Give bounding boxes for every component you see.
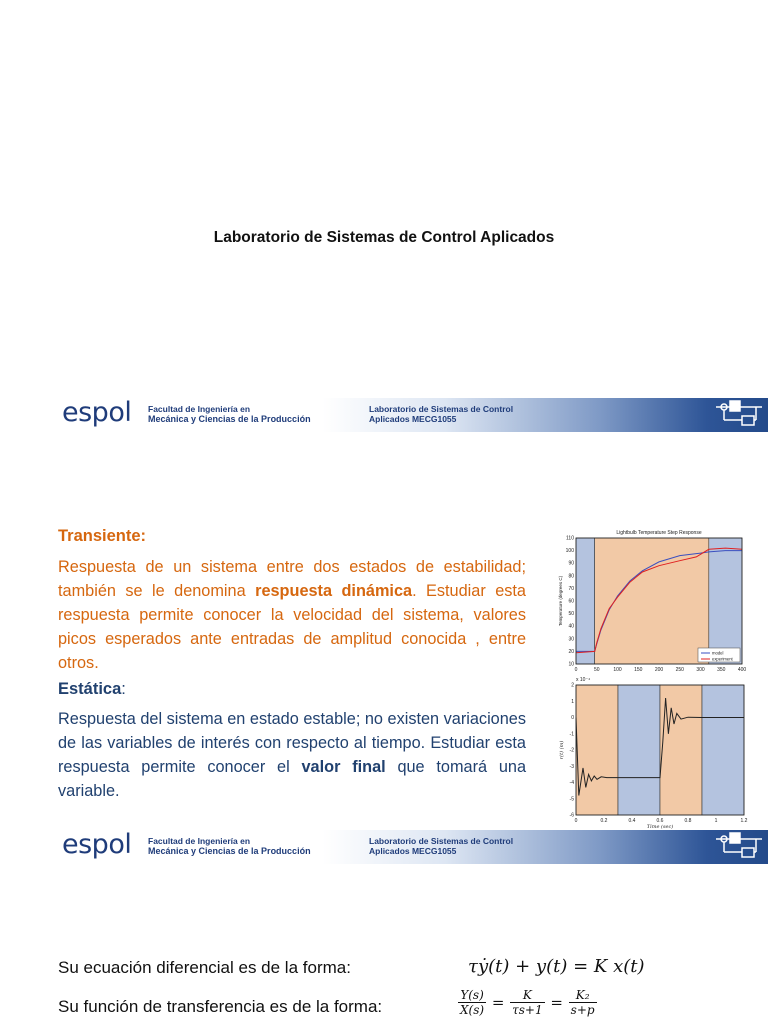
footer-banner (0, 830, 768, 864)
chart-region-0 (576, 538, 595, 664)
y-tick-label: 60 (568, 598, 574, 605)
x-tick-label: 50 (593, 667, 600, 673)
control-diagram-icon (712, 830, 768, 864)
tf-num-1: Y(s) (458, 988, 486, 1003)
y-tick-label: -4 (569, 780, 574, 786)
espol-logo: espol (62, 398, 132, 428)
transiente-text-2: . Estudiar esta respuesta permite conocer la velocidad del sistema, valores picos esperados ante entradas de amplitud conocida , entre otros. (58, 582, 526, 672)
faculty-line-1: Facultad de Ingeniería en (148, 404, 251, 414)
tf-equation (458, 988, 597, 1017)
x-tick-label: 350 (717, 667, 726, 673)
faculty-line-1: Facultad de Ingeniería en (148, 836, 251, 846)
transiente-bold: respuesta dinámica (255, 582, 413, 600)
estatica-heading-text: Estática (58, 680, 122, 698)
x-tick-label: 200 (654, 667, 664, 673)
tf-fraction-2 (510, 988, 545, 1017)
tf-den-3: s+p (570, 1003, 595, 1017)
y-tick-label: -3 (569, 763, 574, 770)
y-tick-label: 100 (565, 548, 574, 555)
equals-sign: = (550, 993, 563, 1012)
legend-label-1: experiment (712, 656, 733, 662)
estatica-text-1: Respuesta del sistema en estado estable; no existen variaciones de las variables de interés con respecto al tiempo. Estudiar esta respuesta permite conocer el (58, 710, 526, 776)
y-tick-label: -5 (569, 796, 574, 803)
x-tick-label: 0.2 (600, 818, 608, 824)
y-tick-label: -6 (569, 812, 574, 819)
x-tick-label: 0 (574, 667, 578, 673)
course-line-1: Laboratorio de Sistemas de Control (369, 404, 514, 414)
course-line-1: Laboratorio de Sistemas de Control (369, 836, 514, 846)
x-tick-label: 100 (613, 667, 622, 673)
exponent-label: x 10⁻⁴ (576, 677, 591, 683)
y-tick-label: 0 (571, 715, 574, 721)
x-tick-label: 400 (737, 667, 747, 673)
transiente-heading: Transiente: (58, 527, 147, 545)
estatica-bold: valor final (301, 758, 386, 776)
tf-fraction-3 (569, 988, 597, 1017)
y-tick-label: 40 (568, 623, 574, 630)
temperature-step-chart (556, 526, 750, 678)
y-tick-label: -2 (569, 747, 574, 754)
tf-label: Su función de transferencia es de la forma: (58, 997, 383, 1016)
tf-den-1: X(s) (460, 1003, 485, 1017)
chart-title: Lightbulb Temperature Step Response (616, 530, 702, 536)
y-tick-label: 90 (568, 560, 574, 567)
tf-fraction-1 (458, 988, 486, 1017)
chart-region-2 (709, 538, 742, 664)
tf-den-2: τs+1 (512, 1003, 543, 1017)
control-diagram-icon (712, 398, 768, 432)
document-title: Laboratorio de Sistemas de Control Aplicados (213, 229, 555, 246)
estatica-heading (58, 680, 126, 699)
estatica-colon: : (121, 680, 126, 698)
y-axis-label: r(t) (m) (559, 740, 565, 760)
x-axis-label: Time (sec) (646, 824, 674, 830)
ode-label: Su ecuación diferencial es de la forma: (58, 958, 351, 977)
equals-sign: = (491, 993, 505, 1012)
tf-num-2: K (510, 988, 545, 1003)
faculty-line-2: Mecánica y Ciencias de la Producción (148, 846, 311, 856)
x-tick-label: 0.8 (684, 818, 692, 824)
y-tick-label: 2 (571, 682, 574, 689)
espol-logo: espol (62, 830, 132, 860)
y-tick-label: 30 (568, 636, 574, 643)
chart-region-1 (618, 685, 660, 815)
header-banner (0, 398, 768, 432)
x-tick-label: 0.4 (628, 818, 636, 824)
legend-label-0: model (712, 650, 724, 656)
faculty-name (148, 404, 311, 424)
position-response-chart (556, 676, 750, 830)
chart-region-0 (576, 685, 618, 815)
tf-num-3: K₂ (569, 988, 597, 1003)
estatica-text-2: que tomará una variable. (58, 758, 526, 800)
chart-region-3 (702, 685, 744, 815)
x-tick-label: 0 (574, 818, 578, 824)
x-tick-label: 0.6 (656, 818, 664, 824)
y-tick-label: 10 (568, 661, 574, 668)
x-tick-label: 300 (696, 667, 705, 673)
y-tick-label: 1 (571, 698, 574, 705)
y-tick-label: 50 (568, 611, 574, 618)
estatica-paragraph (58, 707, 526, 803)
y-tick-label: -1 (569, 731, 574, 738)
ode-equation: τẏ(t) + y(t) = K x(t) (468, 956, 645, 977)
y-tick-label: 110 (566, 535, 574, 542)
course-name (369, 404, 513, 424)
course-name (369, 836, 513, 856)
faculty-line-2: Mecánica y Ciencias de la Producción (148, 414, 311, 424)
course-line-2: Aplicados MECG1055 (369, 846, 457, 856)
y-tick-label: 80 (568, 573, 574, 580)
transiente-text-1: Respuesta de un sistema entre dos estados de estabilidad; también se le denomina (58, 558, 526, 600)
y-axis-label: Temperature (degrees C) (558, 575, 563, 627)
x-tick-label: 150 (634, 667, 643, 673)
faculty-name (148, 836, 311, 856)
x-tick-label: 250 (675, 667, 684, 673)
transiente-paragraph (58, 555, 526, 675)
x-tick-label: 1.2 (740, 818, 748, 824)
course-line-2: Aplicados MECG1055 (369, 414, 457, 424)
y-tick-label: 20 (568, 648, 574, 655)
chart-region-1 (595, 538, 709, 664)
y-tick-label: 70 (568, 585, 574, 592)
x-tick-label: 1 (714, 818, 718, 824)
